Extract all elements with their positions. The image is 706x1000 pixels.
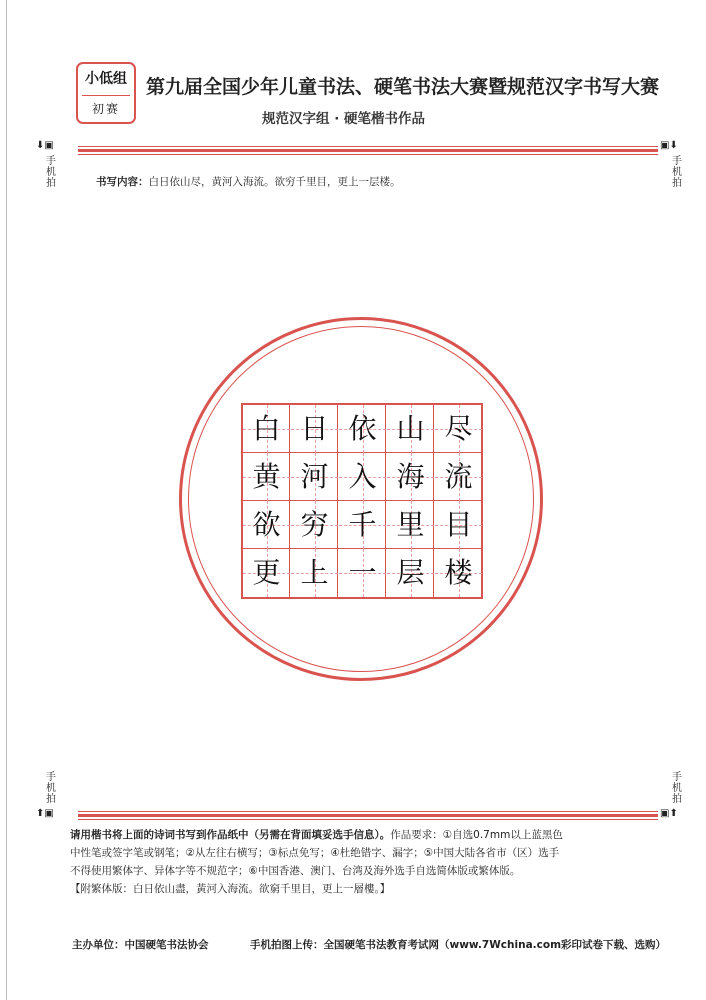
badge-stage: 初赛 xyxy=(91,102,120,116)
requirements-line-3: 不得使用繁体字、异体字等不规范字；⑥中国香港、澳门、台湾及海外选手自选简体版或繁体版。 xyxy=(70,865,521,877)
group-badge xyxy=(76,62,136,124)
grid-cell xyxy=(291,453,338,501)
badge-divider xyxy=(82,95,130,96)
grid-char: 目 xyxy=(444,508,473,541)
grid-cell xyxy=(243,501,290,549)
top-rule-thick xyxy=(78,149,658,152)
grid-char: 尽 xyxy=(444,412,473,445)
grid-cell xyxy=(339,549,386,597)
traditional-version-note: 【附繁体版：白日依山盡，黃河入海流。欲窮千里目，更上一層樓。】 xyxy=(70,883,391,895)
grid-char: 流 xyxy=(444,460,473,493)
grid-char: 河 xyxy=(300,460,329,493)
photo-label-top-right: 手机拍 xyxy=(672,156,682,189)
photo-label-bottom-right: 手机拍 xyxy=(672,772,682,805)
grid-cell xyxy=(387,405,434,453)
grid-cell xyxy=(435,453,482,501)
grid-char: 更 xyxy=(252,556,281,589)
grid-char: 依 xyxy=(348,412,377,445)
requirements-line-1 xyxy=(70,826,650,844)
grid-cell xyxy=(291,405,338,453)
writing-grid xyxy=(241,403,483,599)
arrow-up-camera-icon: ⬆▣ xyxy=(36,808,54,819)
grid-char: 上 xyxy=(300,556,329,589)
grid-cell xyxy=(387,501,434,549)
photo-label-bottom-left: 手机拍 xyxy=(46,772,56,805)
requirements-line-2: 中性笔或签字笔或钢笔；②从左往右横写；③标点免写；④杜绝错字、漏字；⑤中国大陆各省市（区）选手 xyxy=(70,847,560,859)
grid-char: 一 xyxy=(348,556,377,589)
grid-cell xyxy=(291,501,338,549)
grid-char: 黄 xyxy=(252,460,281,493)
arrow-down-camera-icon: ⬇▣ xyxy=(36,140,54,151)
grid-char: 穷 xyxy=(300,508,329,541)
content-line xyxy=(96,174,401,189)
grid-char: 日 xyxy=(300,412,329,445)
top-rule-thin-upper xyxy=(78,146,658,147)
content-text: 白日依山尽，黄河入海流。欲穷千里目，更上一层楼。 xyxy=(148,176,401,188)
requirements-instruction: 请用楷书将上面的诗词书写到作品纸中（另需在背面填妥选手信息）。 xyxy=(70,829,391,841)
photo-label-top-left: 手机拍 xyxy=(46,156,56,189)
grid-cell xyxy=(435,549,482,597)
grid-char: 层 xyxy=(396,556,425,589)
camera-arrow-down-icon: ▣⬇ xyxy=(660,140,678,151)
page-title: 第九届全国少年儿童书法、硬笔书法大赛暨规范汉字书写大赛 xyxy=(146,76,660,98)
badge-group: 小低组 xyxy=(85,71,127,87)
grid-cell xyxy=(435,501,482,549)
content-label: 书写内容： xyxy=(96,176,149,188)
grid-cell xyxy=(291,549,338,597)
grid-cell xyxy=(339,453,386,501)
grid-cell xyxy=(339,405,386,453)
grid-char: 欲 xyxy=(252,508,281,541)
top-rule-thin-lower xyxy=(78,154,658,155)
page-edge xyxy=(6,0,7,1000)
requirements-intro: 作品要求：①自选0.7mm以上蓝黑色 xyxy=(390,829,563,841)
footer-upload-link[interactable]: 手机拍图上传：全国硬笔书法教育考试网（www.7Wchina.com彩印试卷下载、选购） xyxy=(250,939,667,951)
grid-char: 楼 xyxy=(444,556,473,589)
bottom-rule-thick xyxy=(78,814,658,817)
grid-cell xyxy=(243,549,290,597)
bottom-rule-thin-lower xyxy=(78,819,658,820)
grid-char: 海 xyxy=(396,460,425,493)
grid-char: 里 xyxy=(396,508,425,541)
grid-cell xyxy=(339,501,386,549)
footer-organizer: 主办单位：中国硬笔书法协会 xyxy=(72,939,209,951)
grid-char: 白 xyxy=(252,412,281,445)
grid-cell xyxy=(243,405,290,453)
grid-cell xyxy=(387,453,434,501)
grid-cell xyxy=(243,453,290,501)
page-subtitle: 规范汉字组 · 硬笔楷书作品 xyxy=(262,111,426,127)
grid-cell xyxy=(435,405,482,453)
grid-char: 千 xyxy=(348,508,377,541)
camera-arrow-up-icon: ▣⬆ xyxy=(660,808,678,819)
grid-char: 入 xyxy=(348,460,377,493)
bottom-rule-thin-upper xyxy=(78,811,658,812)
grid-char: 山 xyxy=(396,412,425,445)
grid-cell xyxy=(387,549,434,597)
